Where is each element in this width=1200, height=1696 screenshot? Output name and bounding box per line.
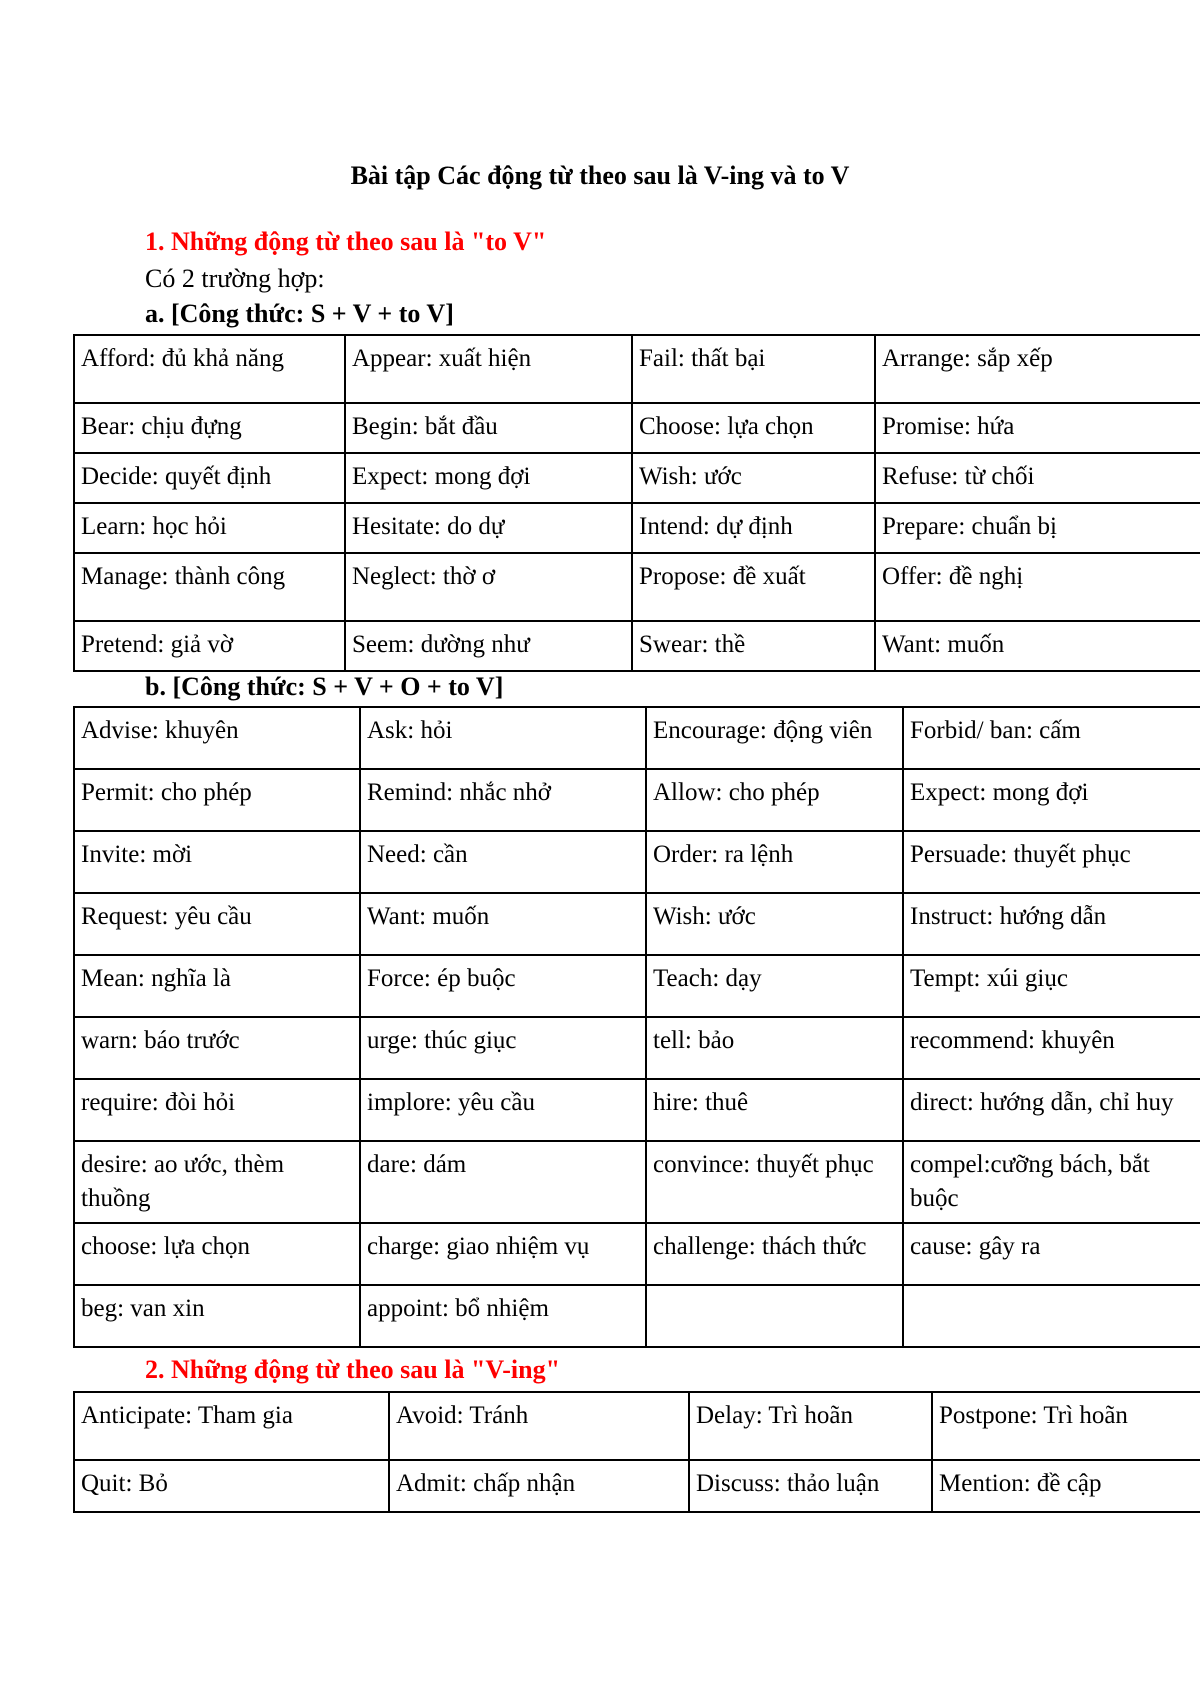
table-cell: Wish: ước (646, 893, 903, 955)
table-cell: Avoid: Tránh (389, 1392, 689, 1460)
table-cell: Delay: Trì hoãn (689, 1392, 932, 1460)
table-cell: Want: muốn (360, 893, 646, 955)
section-1-heading: 1. Những động từ theo sau là "to V" (145, 227, 547, 256)
table-row (74, 1141, 1200, 1223)
table-cell: Appear: xuất hiện (345, 335, 632, 403)
table-cell: Prepare: chuẩn bị (875, 503, 1200, 553)
table-cell: Allow: cho phép (646, 769, 903, 831)
table-cell: Remind: nhắc nhở (360, 769, 646, 831)
table-row (74, 621, 1200, 671)
verbs-to-v-table-body (74, 335, 1200, 671)
table-row (74, 831, 1200, 893)
table-cell: Learn: học hỏi (74, 503, 345, 553)
table-cell: Invite: mời (74, 831, 360, 893)
table-cell: Begin: bắt đầu (345, 403, 632, 453)
table-cell: Intend: dự định (632, 503, 875, 553)
verbs-o-to-v-table-body (74, 707, 1200, 1347)
table-cell: dare: dám (360, 1141, 646, 1223)
table-cell: Refuse: từ chối (875, 453, 1200, 503)
verbs-ving-table-body (74, 1392, 1200, 1512)
table-row (74, 1223, 1200, 1285)
table-cell: Forbid/ ban: cấm (903, 707, 1200, 769)
table-row (74, 893, 1200, 955)
table-cell: Permit: cho phép (74, 769, 360, 831)
verbs-o-to-v-table (73, 706, 1200, 1348)
verbs-to-v-table (73, 334, 1200, 672)
table-cell: Persuade: thuyết phục (903, 831, 1200, 893)
table-row (74, 453, 1200, 503)
table-row (74, 1017, 1200, 1079)
table-cell: cause: gây ra (903, 1223, 1200, 1285)
table-cell: compel:cưỡng bách, bắt buộc (903, 1141, 1200, 1223)
table-cell: Propose: đề xuất (632, 553, 875, 621)
table-row (74, 769, 1200, 831)
verbs-ving-table (73, 1391, 1200, 1513)
table-cell: appoint: bổ nhiệm (360, 1285, 646, 1347)
table-cell: Teach: dạy (646, 955, 903, 1017)
table-cell: Fail: thất bại (632, 335, 875, 403)
table-cell: Bear: chịu đựng (74, 403, 345, 453)
table-cell: Discuss: thảo luận (689, 1460, 932, 1512)
table-cell: tell: bảo (646, 1017, 903, 1079)
table-cell: Expect: mong đợi (345, 453, 632, 503)
table-cell: recommend: khuyên (903, 1017, 1200, 1079)
table-cell: Instruct: hướng dẫn (903, 893, 1200, 955)
table-cell: Neglect: thờ ơ (345, 553, 632, 621)
table-cell: Decide: quyết định (74, 453, 345, 503)
subsection-b-heading: b. [Công thức: S + V + O + to V] (145, 672, 504, 701)
subsection-a-heading: a. [Công thức: S + V + to V] (145, 299, 454, 328)
table-row (74, 553, 1200, 621)
table-cell: Quit: Bỏ (74, 1460, 389, 1512)
table-cell: Expect: mong đợi (903, 769, 1200, 831)
table-cell: Postpone: Trì hoãn (932, 1392, 1200, 1460)
table-cell: Anticipate: Tham gia (74, 1392, 389, 1460)
table-cell: hire: thuê (646, 1079, 903, 1141)
table-cell: Pretend: giả vờ (74, 621, 345, 671)
table-cell: Promise: hứa (875, 403, 1200, 453)
table-cell: choose: lựa chọn (74, 1223, 360, 1285)
table-row (74, 1392, 1200, 1460)
table-row (74, 403, 1200, 453)
table-cell: direct: hướng dẫn, chỉ huy (903, 1079, 1200, 1141)
table-row (74, 1285, 1200, 1347)
table-cell: Wish: ước (632, 453, 875, 503)
table-cell: implore: yêu cầu (360, 1079, 646, 1141)
table-cell: Tempt: xúi giục (903, 955, 1200, 1017)
table-cell (646, 1285, 903, 1347)
table-cell (903, 1285, 1200, 1347)
table-cell: Request: yêu cầu (74, 893, 360, 955)
table-cell: Arrange: sắp xếp (875, 335, 1200, 403)
table-cell: Mention: đề cập (932, 1460, 1200, 1512)
table-row (74, 503, 1200, 553)
table-cell: Order: ra lệnh (646, 831, 903, 893)
section-1-intro: Có 2 trường hợp: (145, 264, 325, 293)
table-cell: Ask: hỏi (360, 707, 646, 769)
table-cell: Want: muốn (875, 621, 1200, 671)
table-cell: Offer: đề nghị (875, 553, 1200, 621)
table-cell: Mean: nghĩa là (74, 955, 360, 1017)
table-cell: Force: ép buộc (360, 955, 646, 1017)
table-cell: Need: cần (360, 831, 646, 893)
section-2-heading: 2. Những động từ theo sau là "V-ing" (145, 1355, 560, 1384)
table-cell: charge: giao nhiệm vụ (360, 1223, 646, 1285)
table-cell: convince: thuyết phục (646, 1141, 903, 1223)
table-cell: Manage: thành công (74, 553, 345, 621)
table-cell: Choose: lựa chọn (632, 403, 875, 453)
table-cell: Advise: khuyên (74, 707, 360, 769)
document-title: Bài tập Các động từ theo sau là V-ing và to V (350, 161, 850, 190)
table-row (74, 1460, 1200, 1512)
table-cell: Encourage: động viên (646, 707, 903, 769)
table-row (74, 335, 1200, 403)
table-row (74, 955, 1200, 1017)
table-cell: challenge: thách thức (646, 1223, 903, 1285)
table-cell: Hesitate: do dự (345, 503, 632, 553)
table-cell: Seem: dường như (345, 621, 632, 671)
table-row (74, 707, 1200, 769)
table-cell: Afford: đủ khả năng (74, 335, 345, 403)
table-cell: urge: thúc giục (360, 1017, 646, 1079)
table-cell: Admit: chấp nhận (389, 1460, 689, 1512)
table-row (74, 1079, 1200, 1141)
table-cell: Swear: thề (632, 621, 875, 671)
table-cell: warn: báo trước (74, 1017, 360, 1079)
table-cell: desire: ao ước, thèm thuồng (74, 1141, 360, 1223)
table-cell: beg: van xin (74, 1285, 360, 1347)
table-cell: require: đòi hỏi (74, 1079, 360, 1141)
